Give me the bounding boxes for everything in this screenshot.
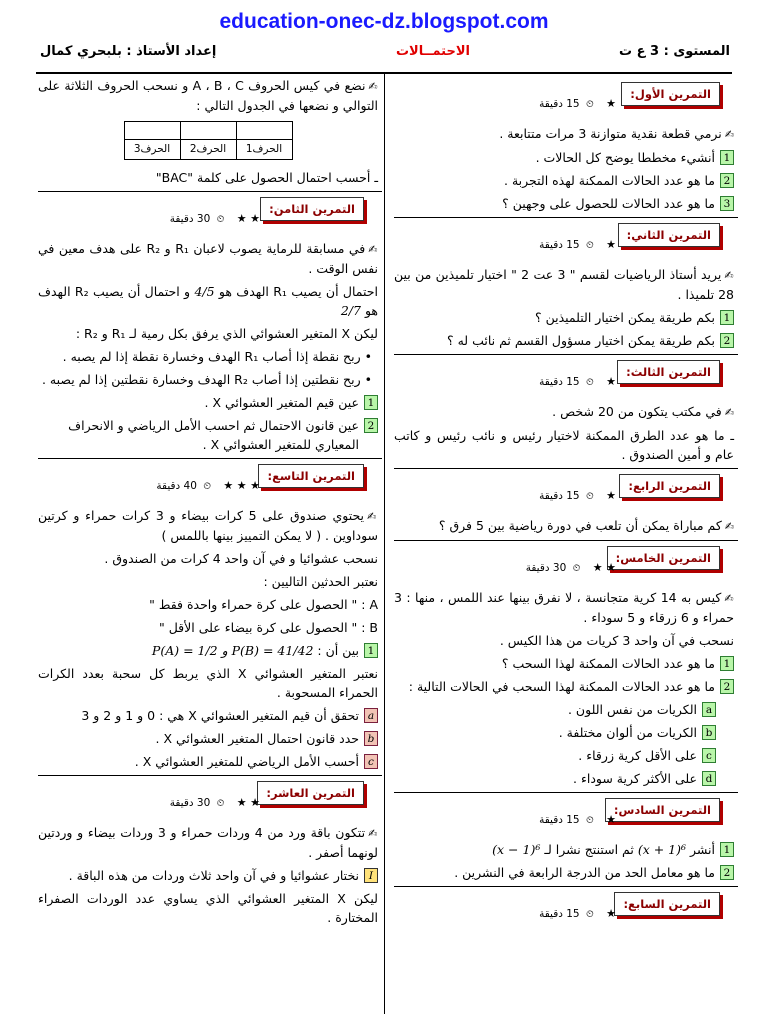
question-2: 2 عين قانون الاحتمال ثم احسب الأمل الرياضي و الانحراف المعياري للمتغير العشوائي X . [38, 416, 378, 454]
sub-question-d: d على الأكثر كرية سوداء . [394, 769, 716, 788]
exercise-time: 40 دقيقة [156, 480, 197, 492]
exercise-header [38, 191, 378, 233]
clock-icon: ⏲ [585, 815, 594, 826]
exercise-6 [394, 792, 734, 882]
exercise-meta [539, 486, 616, 506]
exercise-1 [394, 76, 734, 213]
exercise-question: ـ ما هو عدد الطرق الممكنة لاختيار رئيس و نائب رئيس و كاتب عام و أمين الصندوق . [394, 428, 734, 462]
column-divider [384, 74, 385, 1014]
pen-icon: ✍ [368, 827, 378, 840]
sub-question-letter: b [702, 725, 716, 740]
difficulty-stars: ★ [606, 489, 616, 502]
bullet-item: • ربح نقطتين إذا أصاب R₂ الهدف وخسارة نقطتين إذا لم يصبه . [41, 372, 372, 387]
exercise-title: التمرين الثالث: [617, 360, 720, 384]
clock-icon: ⏲ [585, 377, 594, 388]
question-1: 1 عين قيم المتغير العشوائي X . [38, 393, 378, 412]
table-cell: الحرف2 [180, 140, 236, 160]
difficulty-stars: ★ [606, 375, 616, 388]
sub-question-letter: d [702, 771, 716, 786]
exercise-meta [539, 235, 616, 255]
exercise-time: 15 دقيقة [539, 814, 580, 826]
exercise-text: ✍نضع في كيس الحروف A ، B ، C و نسحب الحروف الثلاثة على التوالي و نضعها في الجدول التالي : [38, 78, 378, 113]
expression: (x + 1)⁶ [637, 842, 687, 857]
pen-icon: ✍ [368, 243, 379, 256]
clock-icon: ⏲ [203, 481, 212, 492]
question-1: 1 أنشر (x + 1)⁶ ثم استنتج نشرا لـ (x − 1)⁶ [394, 840, 734, 859]
exercise-header [394, 217, 734, 259]
site-title[interactable]: education-onec-dz.blogspot.com [219, 10, 549, 33]
difficulty-stars: ★ ★ ★ [223, 479, 260, 492]
clock-icon: ⏲ [572, 563, 581, 574]
question-1: 1 بين أن : P(A) = 1/2 و P(B) = 41/42 [38, 641, 378, 660]
question-1: 1 ما هو عدد الحالات الممكنة لهذا السحب ؟ [394, 654, 734, 673]
exercise-header [394, 540, 734, 582]
clock-icon: ⏲ [585, 240, 594, 251]
table-cell: الحرف1 [236, 140, 292, 160]
table-row [124, 122, 292, 140]
clock-icon: ⏲ [216, 214, 225, 225]
exercise-meta [539, 94, 616, 114]
event-a: A : " الحصول على كرة حمراء واحدة فقط " [149, 597, 378, 612]
exercise-time: 15 دقيقة [539, 98, 580, 110]
exercise-10 [38, 775, 378, 927]
exercise-text: ✍تتكون باقة ورد من 4 وردات حمراء و 3 وردات بيضاء و وردتين لونهما أصفر . [38, 825, 378, 860]
clock-icon: ⏲ [585, 909, 594, 920]
pen-icon: ✍ [724, 520, 734, 533]
sub-question-c: c أحسب الأمل الرياضي للمتغير العشوائي X . [38, 752, 378, 771]
exercise-title: التمرين الثاني: [618, 223, 720, 247]
expression: (x − 1)⁶ [492, 842, 541, 857]
question-3: 3 ما هو عدد الحالات للحصول على وجهين ؟ [394, 194, 734, 213]
left-column [38, 76, 378, 931]
exercise-title: التمرين السادس: [605, 798, 720, 822]
exercise-title: التمرين التاسع: [258, 464, 364, 488]
exercise-4 [394, 468, 734, 536]
exercise-7 [38, 76, 378, 187]
sub-question-letter: c [702, 748, 716, 763]
exercise-text: ✍نرمي قطعة نقدية متوازنة 3 مرات متتابعة . [499, 126, 734, 141]
question-2: 2 ما هو معامل الحد من الدرجة الرابعة في النشرين . [394, 863, 734, 882]
exercise-meta [539, 904, 616, 924]
question-2: 2 بكم طريقة يمكن اختيار مسؤول القسم ثم نائب له ؟ [394, 331, 734, 350]
exercise-meta [156, 476, 260, 496]
exercise-9 [38, 458, 378, 771]
exercise-title: التمرين الأول: [621, 82, 720, 106]
topic-title: الاحتمــالات [395, 44, 470, 59]
question-number: 3 [720, 196, 734, 211]
exercise-meta [526, 558, 616, 578]
exercise-text: ✍كيس به 14 كرية متجانسة ، لا نفرق بينها عند اللمس ، منها : 3 حمراء و 6 زرقاء و 5 سوداء . [394, 590, 735, 625]
question-number: 2 [364, 418, 378, 433]
sub-question-a: a الكريات من نفس اللون . [394, 700, 716, 719]
exercise-header [394, 792, 734, 834]
pen-icon: ✍ [724, 269, 734, 282]
clock-icon: ⏲ [216, 798, 225, 809]
sub-question-letter: b [364, 731, 378, 746]
difficulty-stars: ★ [606, 813, 616, 826]
table-cell: الحرف3 [124, 140, 180, 160]
right-column [394, 76, 734, 934]
pen-icon: ✍ [368, 80, 378, 93]
sub-question-a: a تحقق أن قيم المتغير العشوائي X هي : 0 و 1 و 2 و 3 [38, 706, 378, 725]
exercise-3 [394, 354, 734, 464]
difficulty-stars: ★ [606, 97, 616, 110]
question-number: 1 [720, 310, 734, 325]
table-row [124, 140, 292, 160]
exercise-7-header [394, 886, 734, 928]
question-number: I [364, 868, 378, 883]
sub-question-b: b حدد قانون احتمال المتغير العشوائي X . [38, 729, 378, 748]
exercise-text: ليكن X المتغير العشوائي الذي يرفق بكل رمية لـ R₁ و R₂ : [75, 326, 378, 341]
letters-table [124, 121, 293, 160]
question-number: 2 [720, 333, 734, 348]
exercise-time: 30 دقيقة [169, 797, 211, 809]
exercise-header [394, 354, 734, 396]
difficulty-stars: ★ ★ [592, 561, 616, 574]
exercise-time: 15 دقيقة [539, 908, 580, 920]
exercise-meta [170, 209, 260, 229]
question-number: 2 [720, 865, 734, 880]
exercise-time: 15 دقيقة [539, 490, 580, 502]
sub-question-b: b الكريات من ألوان مختلفة . [394, 723, 716, 742]
sub-question-letter: a [702, 702, 716, 717]
exercise-header [38, 775, 378, 817]
exercise-header [38, 458, 378, 500]
page-header [40, 44, 730, 66]
exercise-text: نعتبر الحدثين التاليين : [263, 574, 378, 589]
exercise-header [394, 76, 734, 118]
difficulty-stars: ★ [606, 907, 616, 920]
exercise-title: التمرين الخامس: [607, 546, 720, 570]
expression: P(A) = 1/2 و P(B) = 41/42 [151, 643, 314, 658]
exercise-title: التمرين الرابع: [619, 474, 720, 498]
exercise-text: احتمال أن يصيب R₁ الهدف هو 4/5 و احتمال أن يصيب R₂ الهدف هو 2/7 [38, 284, 378, 318]
fraction: 4/5 [194, 284, 215, 299]
pen-icon: ✍ [367, 510, 379, 523]
exercise-text: ليكن X المتغير العشوائي الذي يساوي عدد الوردات الصفراء المختارة . [38, 891, 378, 925]
question-number: 2 [720, 173, 734, 188]
exercise-time: 30 دقيقة [169, 213, 211, 225]
question-2: 2 ما هو عدد الحالات الممكنة لهذه التجربة . [394, 171, 734, 190]
question-number: 1 [720, 656, 734, 671]
pen-icon: ✍ [724, 592, 735, 605]
question-number: 1 [720, 150, 734, 165]
exercise-meta [539, 372, 616, 392]
exercise-text: ✍يحتوي صندوق على 5 كرات بيضاء و 3 كرات حمراء و كرتين سوداوين . ( لا يمكن التمييز بينها باللمس ) [38, 508, 379, 543]
level-label: المستوى : 3 ع ت [619, 44, 730, 59]
question-1: 1 بكم طريقة يمكن اختيار التلميذين ؟ [394, 308, 734, 327]
sub-question-c: c على الأقل كرية زرقاء . [394, 746, 716, 765]
exercise-text: ✍كم مباراة يمكن أن تلعب في دورة رياضية بين 5 فرق ؟ [438, 518, 734, 533]
question-2: 2 ما هو عدد الحالات الممكنة لهذا السحب في الحالات التالية : [394, 677, 734, 696]
exercise-8 [38, 191, 378, 454]
exercise-2 [394, 217, 734, 350]
pen-icon: ✍ [724, 406, 734, 419]
exercise-meta [170, 793, 260, 813]
question-number: 2 [720, 679, 734, 694]
exercise-text: نسحب في آن واحد 3 كريات من هذا الكيس . [499, 633, 734, 648]
sub-question-letter: c [364, 754, 378, 769]
fraction: 2/7 [340, 303, 361, 318]
exercise-header [394, 886, 734, 928]
exercise-text: ✍في مسابقة للرماية يصوب لاعبان R₁ و R₂ على هدف معين في نفس الوقت . [38, 241, 379, 276]
exercise-title: التمرين الثامن: [260, 197, 364, 221]
difficulty-stars: ★ [606, 238, 616, 251]
event-b: B : " الحصول على كرة بيضاء على الأقل " [158, 620, 378, 635]
exercise-5 [394, 540, 734, 788]
question-number: 1 [364, 643, 378, 658]
exercise-text: نعتبر المتغير العشوائي X الذي يربط كل سحبة بعدد الكرات الحمراء المسحوبة . [38, 666, 378, 700]
exercise-text: نسحب عشوائيا و في آن واحد 4 كرات من الصندوق . [104, 551, 378, 566]
exercise-meta [539, 810, 616, 830]
difficulty-stars: ★ ★ [236, 212, 260, 225]
exercise-header [394, 468, 734, 510]
exercise-time: 15 دقيقة [539, 376, 580, 388]
question-1: 1 أنشيء مخططا يوضح كل الحالات . [394, 148, 734, 167]
difficulty-stars: ★ ★ [236, 796, 260, 809]
clock-icon: ⏲ [585, 99, 594, 110]
bullet-item: • ربح نقطة إذا أصاب R₁ الهدف وخسارة نقطة إذا لم يصبه . [62, 349, 372, 364]
exercise-time: 15 دقيقة [539, 239, 580, 251]
question-number: 1 [720, 842, 734, 857]
pen-icon: ✍ [724, 128, 734, 141]
exercise-title: التمرين السابع: [614, 892, 720, 916]
sub-question-letter: a [364, 708, 378, 723]
author-label: إعداد الأستاذ : بلبحري كمال [40, 44, 217, 59]
clock-icon: ⏲ [585, 491, 594, 502]
question-I: I نختار عشوائيا و في آن واحد ثلاث وردات من هذه الباقة . [38, 866, 378, 885]
question-number: 1 [364, 395, 378, 410]
exercise-text: ✍يريد أستاذ الرياضيات لقسم " 3 عت 2 " اختيار تلميذين من بين 28 تلميذا . [394, 267, 734, 302]
exercise-time: 30 دقيقة [525, 562, 567, 574]
exercise-text: ✍في مكتب يتكون من 20 شخص . [552, 404, 734, 419]
exercise-title: التمرين العاشر: [257, 781, 364, 805]
exercise-question: ـ أحسب احتمال الحصول على كلمة "BAC" [155, 170, 378, 185]
